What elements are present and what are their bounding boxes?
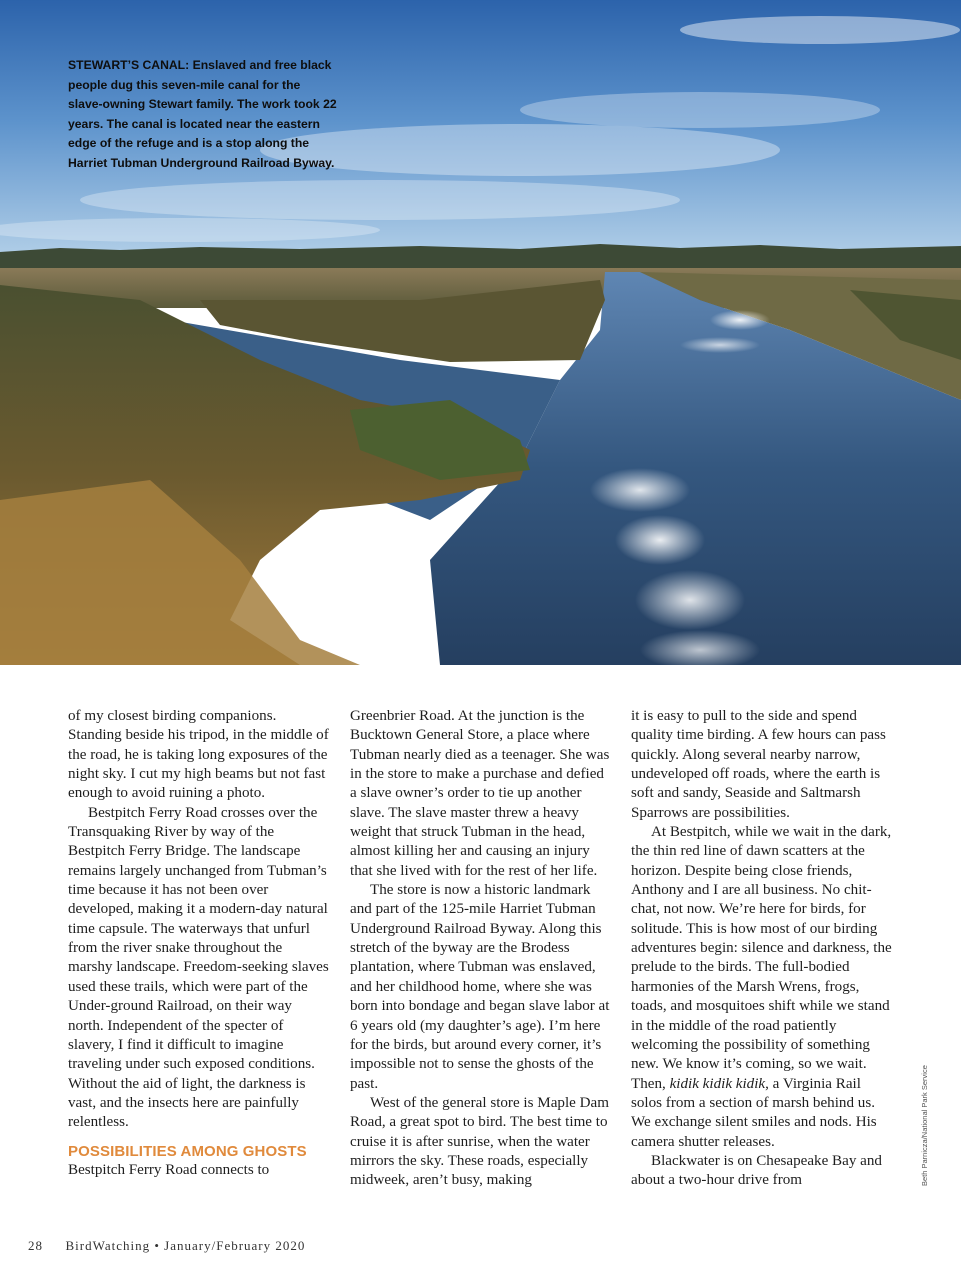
caption-text: Enslaved and free black people dug this seven-mile canal for the slave-owning Stewart family. The work took 22 years. The canal is located near the eastern edge of the refuge and is a stop along the Harriet Tubman Underground Railroad Byway. [68, 58, 337, 170]
paragraph: Bestpitch Ferry Road connects to [68, 1161, 270, 1178]
magazine-name: BirdWatching [65, 1238, 151, 1253]
footer-separator: • [154, 1238, 160, 1253]
photo-credit: Beth Parnicza/National Park Service [920, 1065, 929, 1186]
rail-call: kidik kidik kidik [669, 1075, 766, 1092]
paragraph: Blackwater is on Chesapeake Bay and about a two-hour drive from [631, 1152, 882, 1189]
cloud [80, 180, 680, 220]
paragraph [631, 823, 895, 1152]
paragraph: Greenbrier Road. At the junction is the Bucktown General Store, a place where Tubman nearly died as a teenager. She was in the store to make a purchase and defied a slave owner’s order to tie up another slave. The slave master threw a heavy weight that struck Tubman in the head, almost killing her and causing an injury that she lived with for the rest of her life. [350, 708, 610, 879]
section-subhead: POSSIBILITIES AMONG GHOSTS [68, 1142, 307, 1160]
paragraph: it is easy to pull to the side and spend quality time birding. A few hours can pass quickly. Along several nearby narrow, undeveloped off roads, where the earth is soft and sandy, Seaside and Saltmarsh Sparrows are possibilities. [631, 708, 886, 821]
page-number: 28 [28, 1238, 43, 1253]
cloud [520, 92, 880, 128]
paragraph: of my closest birding companions. Standing beside his tripod, in the middle of the road, he is taking long exposures of the night sky. I cut my high beams but not fast enough to avoid ruining a photo. [68, 708, 329, 802]
paragraph-text: , a Virginia Rail solos from a section of marsh behind us. We exchange silent smiles and nods. His camera shutter releases. [631, 1075, 877, 1150]
article-column-3 [631, 707, 895, 1191]
page-footer [28, 1238, 305, 1254]
paragraph-text: At Bestpitch, while we wait in the dark, the thin red line of dawn scatters at the horizon. Despite being close friends, Anthony and I are all business. No chit-chat, not now. We’re here for birds, for solitude. This is how most of our birding adventures begin: silence and darkness, the prelude to the birds. The full-bodied harmonies of the Marsh Wrens, frogs, toads, and mosquitoes shift while we stand in the middle of the road patiently welcoming the possibility of something new. We know it’s coming, so we wait. Then, [631, 824, 892, 1092]
cloud [680, 16, 960, 44]
article-column-1 [68, 707, 330, 1180]
cloud [260, 124, 780, 176]
paragraph: West of the general store is Maple Dam Road, a great spot to bird. The best time to cruise it is after sunrise, when the water mirrors the sky. These roads, especially midweek, aren’t busy, making [350, 1094, 609, 1189]
paragraph: Bestpitch Ferry Road crosses over the Transquaking River by way of the Bestpitch Ferry Bridge. The landscape remains largely unchanged from Tubman’s time because it has not been over developed, making it a modern-day natural time capsule. The waterways that unfurl from the river snake throughout the marshy landscape. Freedom-seeking slaves used these trails, which were part of the Under-ground Railroad, on their way north. Independent of the specter of slavery, I find it difficult to imagine traveling under such exposed conditions. Without the aid of light, the darkness is vast, and the insects here are painfully relentless. [68, 804, 329, 1131]
paragraph: The store is now a historic landmark and part of the 125-mile Harriet Tubman Underground Railroad Byway. Along this stretch of the byway are the Brodess plantation, where Tubman was enslaved, and her childhood home, where she was born into bondage and began slave labor at 6 years old (my daughter’s age). I’m here for the birds, but around every corner, it’s impossible not to sense the ghosts of the past. [350, 882, 610, 1092]
caption-lead: STEWART’S CANAL: [68, 58, 190, 72]
issue-date: January/February 2020 [164, 1238, 306, 1253]
article-column-2 [350, 707, 612, 1191]
photo-caption [68, 56, 338, 174]
